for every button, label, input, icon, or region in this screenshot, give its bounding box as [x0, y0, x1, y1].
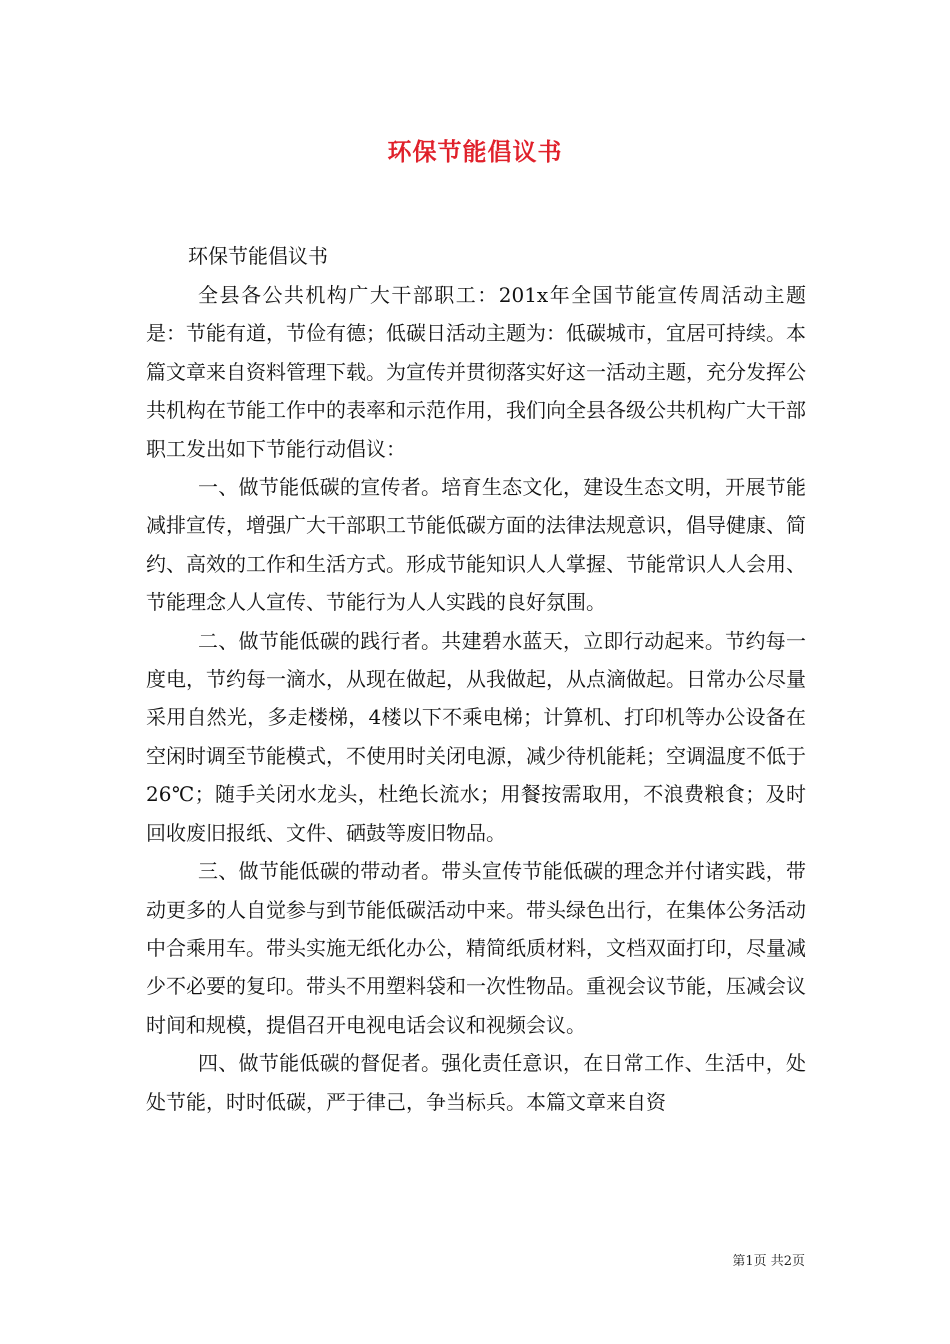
page-number-footer: 第1页 共2页: [732, 1254, 805, 1269]
paragraph-item-1: 一、做节能低碳的宣传者。培育生态文化，建设生态文明，开展节能减排宣传，增强广大干部职工节能低碳方面的法律法规意识，倡导健康、简约、高效的工作和生活方式。形成节能知识人人掌握、节能常识人人会用、节能理念人人宣传、节能行为人人实践的良好氛围。: [146, 475, 806, 615]
paragraph-item-4: 四、做节能低碳的督促者。强化责任意识，在日常工作、生活中，处处节能，时时低碳，严于律己，争当标兵。本篇文章来自资: [146, 1051, 806, 1114]
paragraph-item-3: 三、做节能低碳的带动者。带头宣传节能低碳的理念并付诸实践，带动更多的人自觉参与到节能低碳活动中来。带头绿色出行，在集体公务活动中合乘用车。带头实施无纸化办公，精简纸质材料，文档双面打印，尽量减少不必要的复印。带头不用塑料袋和一次性物品。重视会议节能，压减会议时间和规模，提倡召开电视电话会议和视频会议。: [146, 859, 806, 1037]
paragraph-item-2: 二、做节能低碳的践行者。共建碧水蓝天，立即行动起来。节约每一度电，节约每一滴水，从现在做起，从我做起，从点滴做起。日常办公尽量采用自然光，多走楼梯，4楼以下不乘电梯；计算机、打印机等办公设备在空闲时调至节能模式，不使用时关闭电源，减少待机能耗；空调温度不低于26℃；随手关闭水龙头，杜绝长流水；用餐按需取用，不浪费粮食；及时回收废旧报纸、文件、硒鼓等废旧物品。: [146, 628, 806, 845]
document-subheading: 环保节能倡议书: [188, 244, 328, 268]
paragraph-salutation: 全县各公共机构广大干部职工：201x年全国节能宣传周活动主题是：节能有道，节俭有德；低碳日活动主题为：低碳城市，宜居可持续。本篇文章来自资料管理下载。为宣传并贯彻落实好这一活动主题，充分发挥公共机构在节能工作中的表率和示范作用，我们向全县各级公共机构广大干部职工发出如下节能行动倡议：: [146, 283, 806, 461]
document-title: 环保节能倡议书: [387, 137, 563, 166]
document-body: [146, 276, 806, 1121]
